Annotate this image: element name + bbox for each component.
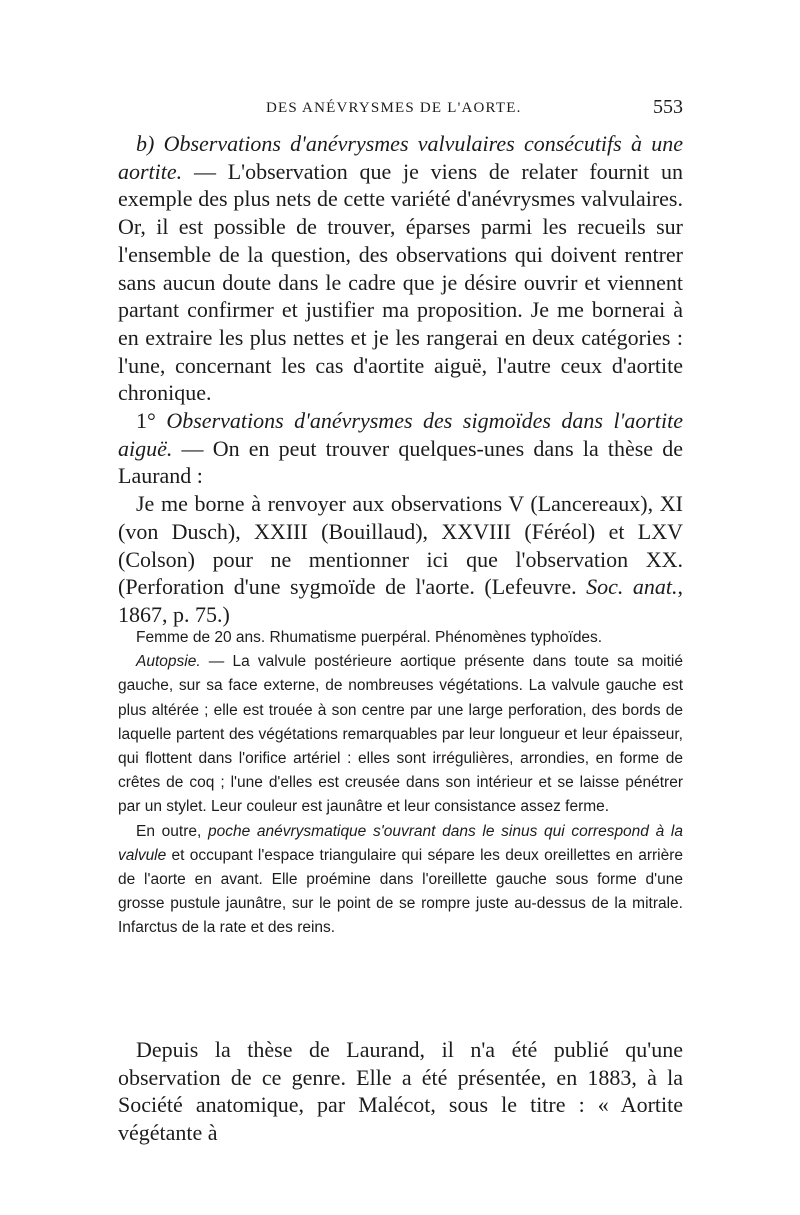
en-outre-paragraph	[118, 820, 683, 941]
section-b-title: b) Observations d'anévrysmes valvulaires consécutifs à une aortite.	[118, 131, 683, 184]
autopsie-text: — La valvule postérieure aortique présente dans toute sa moitié gauche, sur sa face externe, de nombreuses végétations. La valvule gauche est plus altérée ; elle est trouée à son centre par une large perforation, des bords de laquelle partent des végétations remarquables par leur longueur et leur épaisseur, qui flottent dans l'orifice artériel : elles sont irrégulières, arrondies, en forme de crêtes de coq ; l'une d'elles est creusée dans son intérieur et se laisse pénétrer par un stylet. Leur couleur est jaunâtre et leur consistance assez ferme.	[118, 653, 683, 816]
observation-block	[118, 626, 683, 941]
autopsie-label: Autopsie.	[136, 653, 201, 671]
autopsie-paragraph	[118, 650, 683, 819]
main-text	[118, 130, 683, 629]
references-end: , 1867, p. 75.)	[118, 574, 683, 627]
closing-paragraph: Depuis la thèse de Laurand, il n'a été publié qu'une observation de ce genre. Elle a été présentée, en 1883, à la Société anatomique, par Malécot, sous le titre : « Aortite végétante à	[118, 1037, 683, 1146]
references-text: Je me borne à renvoyer aux observations V (Lancereaux), XI (von Dusch), XXIII (Bouillaud), XXVIII (Féréol) et LXV (Colson) pour ne mentionner ici que l'observation XX. (Perforation d'une sygmoïde de l'aorte. (Lefeuvre.	[118, 491, 683, 600]
page-number: 553	[653, 96, 683, 118]
section-b-paragraph	[118, 130, 683, 407]
poche-rest: et occupant l'espace triangulaire qui sépare les deux oreillettes en arrière de l'aorte en avant. Elle proémine dans l'oreillette gauche sous forme d'une grosse pustule jaunâtre, sur le point de se rompre juste au-dessus de la mitrale. Infarctus de la rate et des reins.	[118, 846, 683, 937]
poche-italic: poche anévrysmatique s'ouvrant dans le sinus qui correspond à la valvule	[118, 822, 683, 864]
journal-title: Soc. anat.	[586, 574, 678, 600]
page-header	[118, 94, 683, 124]
section-1-text: — On en peut trouver quelques-unes dans la thèse de Laurand :	[118, 435, 683, 489]
references-paragraph	[118, 490, 683, 629]
closing-block	[118, 1036, 683, 1147]
section-1-number: 1°	[136, 408, 167, 434]
observation-line1: Femme de 20 ans. Rhumatisme puerpéral. Phénomènes typhoïdes.	[136, 629, 603, 646]
section-1-paragraph	[118, 407, 683, 490]
en-outre-label: En outre,	[136, 822, 208, 840]
section-1-title: Observations d'anévrysmes des sigmoïdes dans l'aortite aiguë.	[118, 408, 683, 461]
running-title: DES ANÉVRYSMES DE L'AORTE.	[266, 100, 522, 116]
section-b-text: — L'observation que je viens de relater fournit un exemple des plus nets de cette variété d'anévrysmes valvulaires. Or, il est possible de trouver, éparses parmi les recueils sur l'ensemble de la question, des observations qui doivent rentrer sans aucun doute dans le cadre que je désire ouvrir et viennent partant confirmer et justifier ma proposition. Je me bornerai à en extraire les plus nettes et je les rangerai en deux catégories : l'une, concernant les cas d'aortite aiguë, l'autre ceux d'aortite chronique.	[118, 158, 683, 406]
